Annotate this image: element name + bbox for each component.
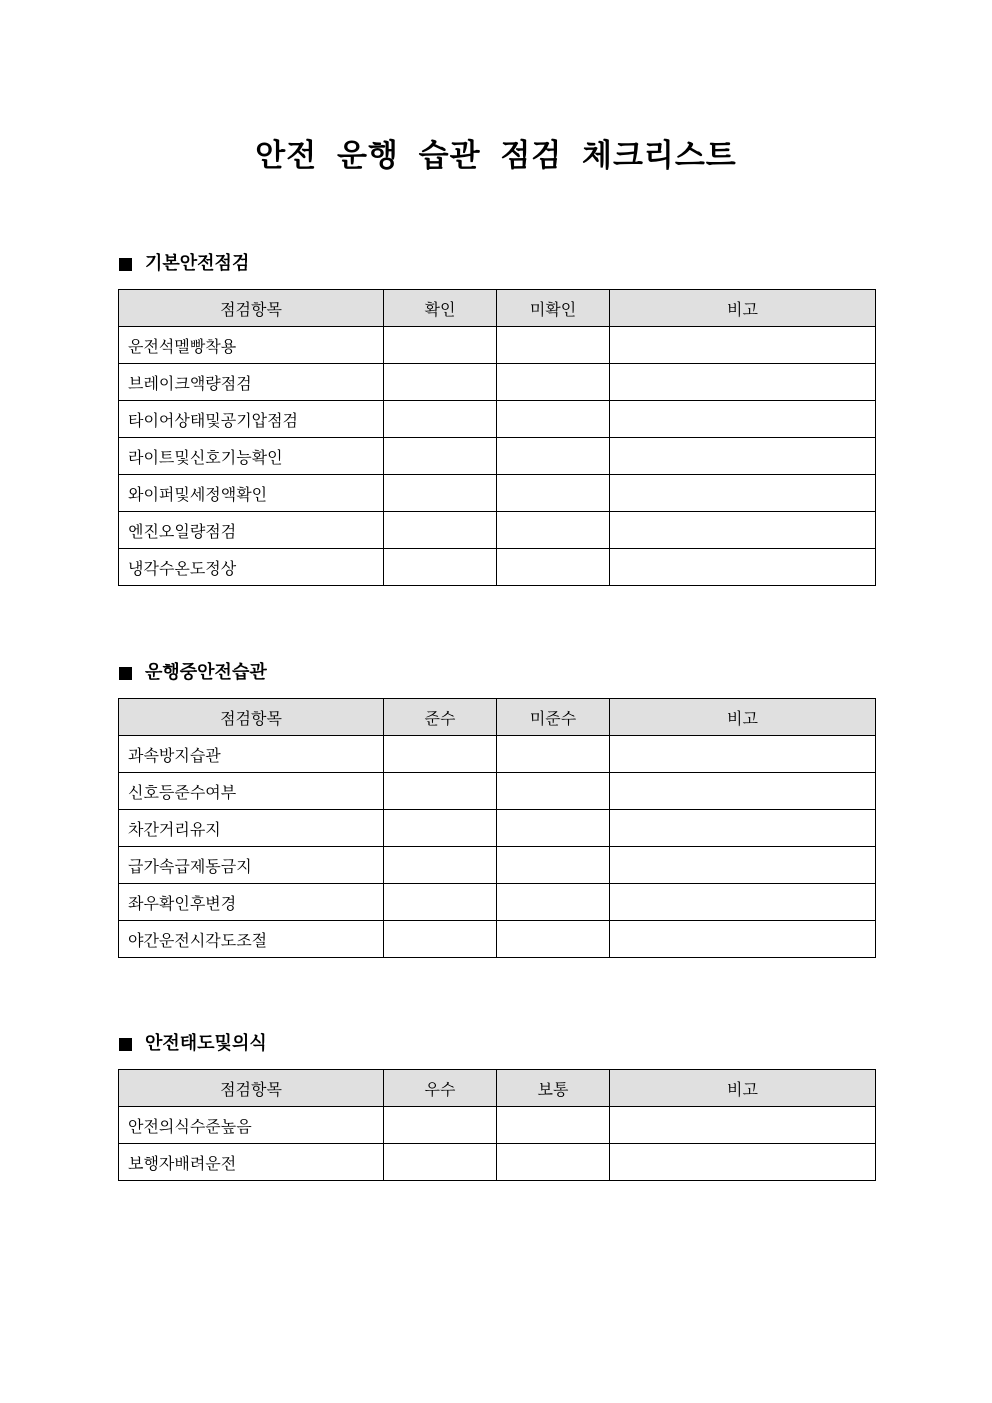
table-header-row (119, 699, 876, 736)
page-title: 안전 운행 습관 점검 체크리스트 (255, 138, 737, 174)
table-row (119, 736, 876, 773)
confirmed-cell[interactable] (384, 512, 497, 549)
item-label: 과속방지습관 (119, 736, 384, 773)
item-label: 급가속급제동금지 (119, 847, 384, 884)
item-label: 라이트및신호기능확인 (119, 438, 384, 475)
item-label: 안전의식수준높음 (119, 1107, 384, 1144)
note-cell[interactable] (610, 327, 876, 364)
item-label: 브레이크액량점검 (119, 364, 384, 401)
column-header-unconfirmed: 미확인 (497, 290, 610, 327)
column-header-compliant: 준수 (384, 699, 497, 736)
unconfirmed-cell[interactable] (497, 512, 610, 549)
compliant-cell[interactable] (384, 773, 497, 810)
basic-safety-table (118, 289, 876, 586)
compliant-cell[interactable] (384, 884, 497, 921)
note-cell[interactable] (610, 512, 876, 549)
safety-attitude-table (118, 1069, 876, 1181)
column-header-noncompliant: 미준수 (497, 699, 610, 736)
table-row (119, 364, 876, 401)
noncompliant-cell[interactable] (497, 847, 610, 884)
item-label: 타이어상태및공기압점검 (119, 401, 384, 438)
table-row (119, 327, 876, 364)
excellent-cell[interactable] (384, 1107, 497, 1144)
table-header-row (119, 290, 876, 327)
column-header-item: 점검항목 (119, 1070, 384, 1107)
unconfirmed-cell[interactable] (497, 364, 610, 401)
square-bullet-icon (119, 258, 132, 271)
table-row (119, 475, 876, 512)
section-heading-basic-safety (119, 252, 249, 276)
item-label: 신호등준수여부 (119, 773, 384, 810)
note-cell[interactable] (610, 475, 876, 512)
table-row (119, 884, 876, 921)
note-cell[interactable] (610, 1144, 876, 1181)
average-cell[interactable] (497, 1144, 610, 1181)
average-cell[interactable] (497, 1107, 610, 1144)
compliant-cell[interactable] (384, 847, 497, 884)
square-bullet-icon (119, 1038, 132, 1051)
table-row (119, 847, 876, 884)
noncompliant-cell[interactable] (497, 773, 610, 810)
column-header-item: 점검항목 (119, 290, 384, 327)
compliant-cell[interactable] (384, 810, 497, 847)
excellent-cell[interactable] (384, 1144, 497, 1181)
column-header-note: 비고 (610, 699, 876, 736)
confirmed-cell[interactable] (384, 327, 497, 364)
item-label: 좌우확인후변경 (119, 884, 384, 921)
section-heading-label: 기본안전점검 (145, 253, 250, 274)
column-header-confirmed: 확인 (384, 290, 497, 327)
square-bullet-icon (119, 667, 132, 680)
note-cell[interactable] (610, 438, 876, 475)
item-label: 엔진오일량점검 (119, 512, 384, 549)
note-cell[interactable] (610, 1107, 876, 1144)
column-header-excellent: 우수 (384, 1070, 497, 1107)
section-heading-safety-attitude (119, 1032, 267, 1056)
noncompliant-cell[interactable] (497, 884, 610, 921)
note-cell[interactable] (610, 549, 876, 586)
compliant-cell[interactable] (384, 736, 497, 773)
table-row (119, 549, 876, 586)
compliant-cell[interactable] (384, 921, 497, 958)
noncompliant-cell[interactable] (497, 736, 610, 773)
table-row (119, 921, 876, 958)
noncompliant-cell[interactable] (497, 921, 610, 958)
confirmed-cell[interactable] (384, 438, 497, 475)
confirmed-cell[interactable] (384, 549, 497, 586)
item-label: 냉각수온도정상 (119, 549, 384, 586)
table-row (119, 438, 876, 475)
table-header-row (119, 1070, 876, 1107)
table-row (119, 1107, 876, 1144)
note-cell[interactable] (610, 884, 876, 921)
item-label: 와이퍼및세정액확인 (119, 475, 384, 512)
confirmed-cell[interactable] (384, 475, 497, 512)
item-label: 차간거리유지 (119, 810, 384, 847)
confirmed-cell[interactable] (384, 401, 497, 438)
unconfirmed-cell[interactable] (497, 401, 610, 438)
section-heading-label: 안전태도및의식 (145, 1033, 267, 1054)
note-cell[interactable] (610, 921, 876, 958)
unconfirmed-cell[interactable] (497, 327, 610, 364)
item-label: 운전석멜빵착용 (119, 327, 384, 364)
note-cell[interactable] (610, 401, 876, 438)
unconfirmed-cell[interactable] (497, 438, 610, 475)
section-heading-label: 운행중안전습관 (145, 662, 267, 683)
unconfirmed-cell[interactable] (497, 549, 610, 586)
note-cell[interactable] (610, 773, 876, 810)
column-header-note: 비고 (610, 1070, 876, 1107)
note-cell[interactable] (610, 847, 876, 884)
column-header-average: 보통 (497, 1070, 610, 1107)
note-cell[interactable] (610, 364, 876, 401)
noncompliant-cell[interactable] (497, 810, 610, 847)
item-label: 보행자배려운전 (119, 1144, 384, 1181)
table-row (119, 401, 876, 438)
table-row (119, 512, 876, 549)
section-heading-driving-habits (119, 661, 267, 685)
confirmed-cell[interactable] (384, 364, 497, 401)
table-row (119, 773, 876, 810)
column-header-note: 비고 (610, 290, 876, 327)
note-cell[interactable] (610, 736, 876, 773)
table-row (119, 1144, 876, 1181)
unconfirmed-cell[interactable] (497, 475, 610, 512)
item-label: 야간운전시각도조절 (119, 921, 384, 958)
driving-habits-table (118, 698, 876, 958)
note-cell[interactable] (610, 810, 876, 847)
column-header-item: 점검항목 (119, 699, 384, 736)
table-row (119, 810, 876, 847)
